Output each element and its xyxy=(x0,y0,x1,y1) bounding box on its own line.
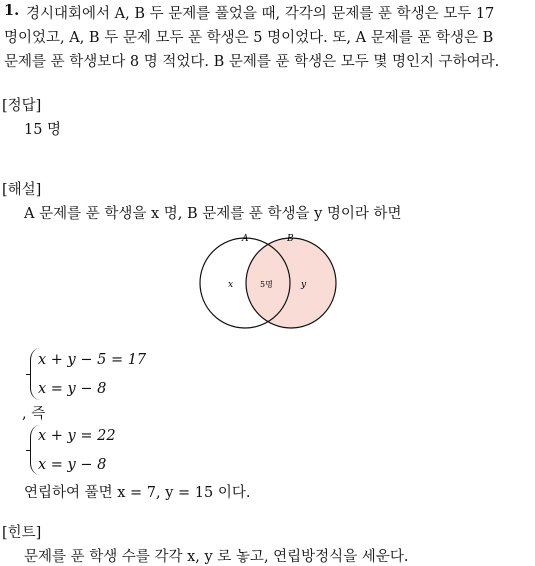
solution-intro: A 문제를 푼 학생을 x 명, B 문제를 푼 학생을 y 명이라 하면 xyxy=(24,206,402,222)
venn-diagram xyxy=(190,228,350,338)
hint-text: 문제를 푼 학생 수를 각각 x, y 로 놓고, 연립방정식을 세운다. xyxy=(24,549,409,565)
problem-line-2: 명이었고, A, B 두 문제 모두 푼 학생은 5 명이었다. 또, A 문제를 푼 학생은 B xyxy=(4,30,494,46)
answer-value: 15 명 xyxy=(24,122,62,138)
solution-conclusion: 연립하여 풀면 x = 7, y = 15 이다. xyxy=(24,485,251,501)
problem-line-3: 문제를 푼 학생보다 8 명 적었다. B 문제를 푼 학생은 모두 몇 명인지 구하여라. xyxy=(4,54,500,70)
solution-header: [해설] xyxy=(2,182,42,198)
venn-right-value: y xyxy=(301,280,307,290)
problem-line-1: 경시대회에서 A, B 두 문제를 풀었을 때, 각각의 문제를 푼 학생은 모두 17 xyxy=(26,6,495,22)
connector-text: , 즉 xyxy=(22,406,46,422)
system1-eq1: x + y − 5 = 17 xyxy=(38,352,147,368)
venn-label-a: A xyxy=(242,234,249,244)
answer-header: [정답] xyxy=(2,98,42,114)
system1-eq2: x = y − 8 xyxy=(38,381,107,397)
hint-header: [힌트] xyxy=(2,525,42,541)
venn-left-value: x xyxy=(228,280,234,290)
venn-label-b: B xyxy=(287,234,294,244)
problem-number: 1. xyxy=(4,2,20,19)
system2-eq1: x + y = 22 xyxy=(38,428,116,444)
system2-eq2: x = y − 8 xyxy=(38,457,107,473)
venn-middle-value: 5명 xyxy=(260,280,273,289)
